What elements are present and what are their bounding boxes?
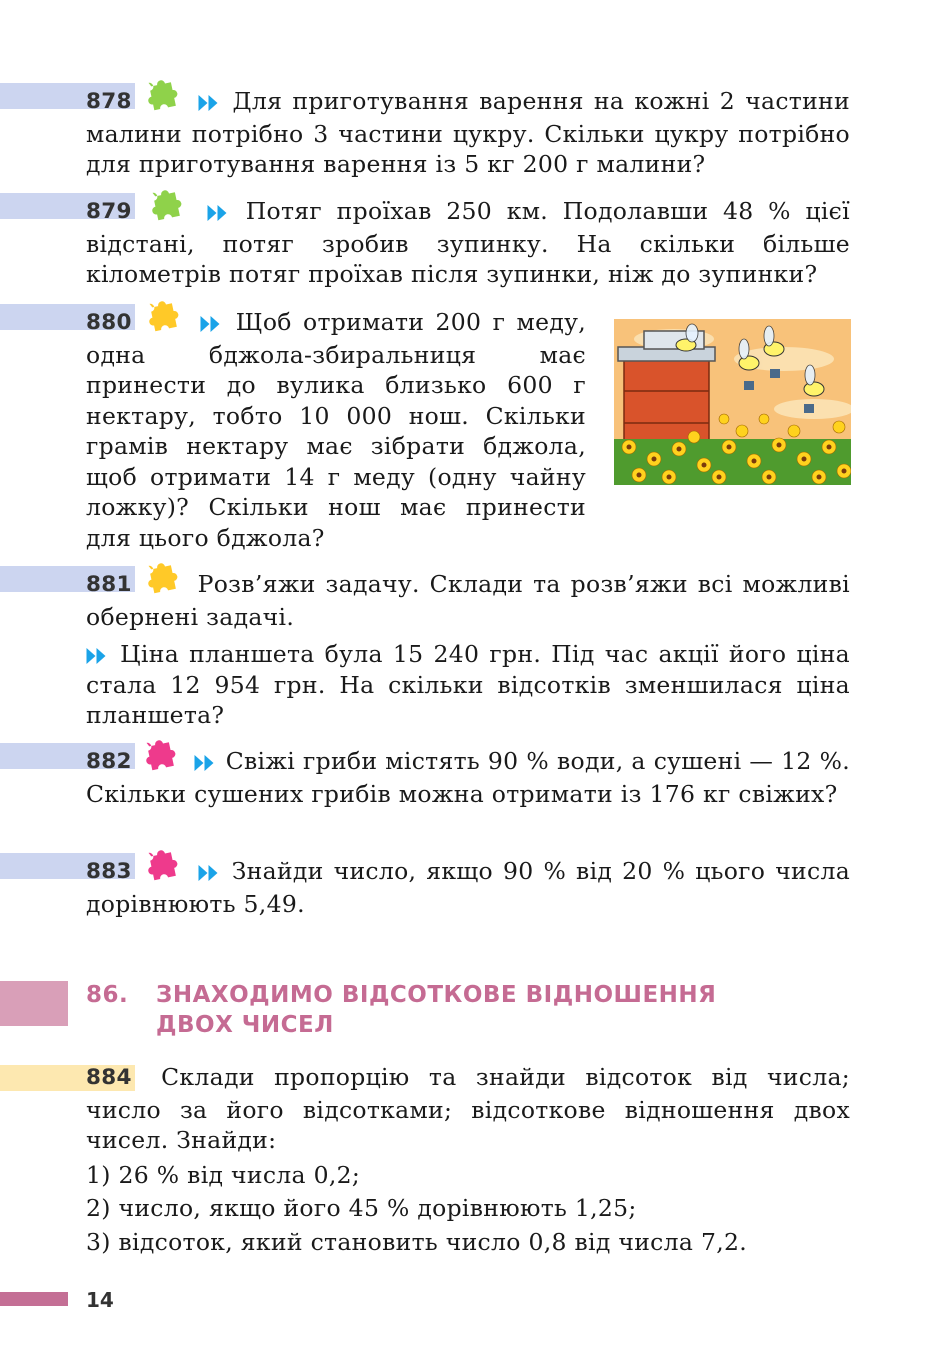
task-number: 881	[86, 572, 132, 597]
double-arrow-icon	[86, 648, 106, 664]
list-item: 3) відсоток, який становить число 0,8 від числа 7,2.	[86, 1227, 747, 1256]
yellow-puzzle-icon	[149, 301, 189, 337]
beehive-illustration	[614, 319, 851, 485]
task-text: Знайди число, якщо 90 % від 20 % цього числа дорівнюють 5,49.	[86, 857, 851, 918]
task-number: 880	[86, 310, 132, 335]
task-number: 882	[86, 749, 132, 774]
double-arrow-icon	[207, 205, 227, 221]
task-879	[86, 190, 850, 290]
task-text: Для приготування варення на кожні 2 частини малини потрібно 3 частини цукру. Скільки цукру потрібно для приготування варення із 5 кг 200 г малини?	[86, 87, 850, 178]
double-arrow-icon	[194, 755, 214, 771]
double-arrow-icon	[200, 316, 220, 332]
task-text: Свіжі гриби містять 90 % води, а сушені — 12 %. Скільки сушених грибів можна отримати із 176 кг свіжих?	[86, 747, 850, 808]
task-number: 883	[86, 859, 132, 884]
task-text: Потяг проїхав 250 км. Подолавши 48 % цієї відстані, потяг зробив зупинку. На скільки більше кілометрів потяг проїхав після зупинки, ніж до зупинки?	[86, 197, 850, 288]
task-883	[86, 850, 850, 919]
green-puzzle-icon	[148, 80, 188, 116]
task-882	[86, 740, 850, 809]
task-text: Щоб отримати 200 г меду, одна бджола-збиральниця має принести до вулика близько 600 г нектару, тобто 10 000 нош. Скільки грамів нектару має зібрати бджола, щоб отримати 14 г меду (одну чайну ложку)? Скільки нош має принести для цього бджола?	[86, 308, 586, 552]
section-title-line1: ЗНАХОДИМО ВІДСОТКОВЕ ВІДНОШЕННЯ	[156, 982, 717, 1008]
double-arrow-icon	[198, 95, 218, 111]
task-number: 879	[86, 199, 132, 224]
green-puzzle-icon	[152, 190, 192, 226]
pink-puzzle-icon	[146, 740, 186, 776]
list-item: 1) 26 % від числа 0,2;	[86, 1160, 361, 1189]
pink-puzzle-icon	[148, 850, 188, 886]
task-884	[86, 1062, 850, 1257]
footer-band	[0, 1292, 68, 1306]
task-number: 884	[86, 1065, 132, 1090]
page-number: 14	[86, 1288, 114, 1312]
task-number: 878	[86, 89, 132, 114]
double-arrow-icon	[198, 865, 218, 881]
task-text: Склади пропорцію та знайди відсоток від числа; число за його відсотками; відсоткове відношення двох чисел. Знайди:	[86, 1063, 850, 1154]
section-title	[86, 980, 716, 1040]
list-item: 2) число, якщо його 45 % дорівнюють 1,25;	[86, 1194, 637, 1222]
section-number: 86.	[86, 982, 129, 1008]
task-subtext: Ціна планшета була 15 240 грн. Під час акції його ціна стала 12 954 грн. На скільки відсотків зменшилася ціна планшета?	[86, 640, 850, 729]
section-title-line2: ДВОХ ЧИСЕЛ	[156, 1012, 334, 1038]
section-band	[0, 981, 68, 1026]
task-text: Розв’яжи задачу. Склади та розв’яжи всі можливі обернені задачі.	[86, 570, 850, 631]
yellow-puzzle-icon	[148, 563, 188, 599]
task-881	[86, 563, 850, 731]
task-878	[86, 80, 850, 180]
task-880	[86, 301, 586, 553]
